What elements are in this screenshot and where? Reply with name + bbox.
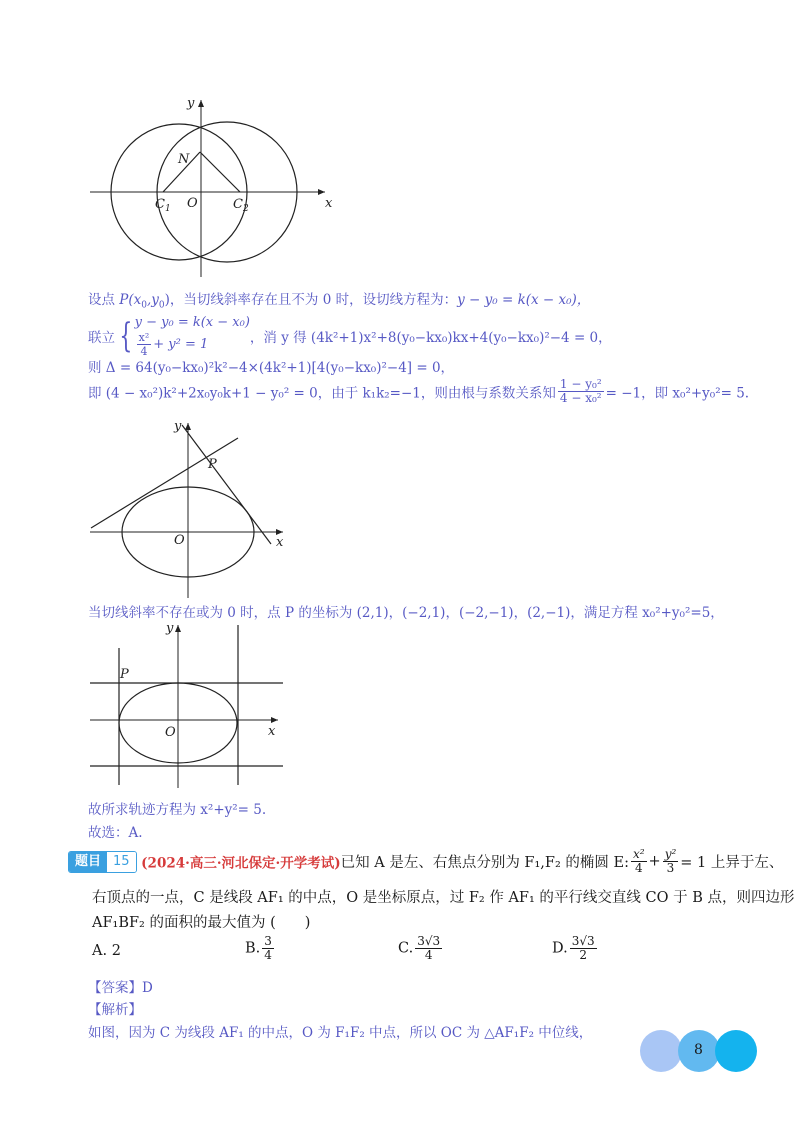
solution-line-3: 则 Δ = 64(y₀−kx₀)²k²−4×(4k²+1)[4(y₀−kx₀)²−4] = 0， xyxy=(88,360,455,376)
problem-line-1: 题目 15 (2024·高三·河北保定·开学考试)已知 A 是左、右焦点分别为 F₁,F₂ 的椭圆 E: $\frac{\text{x²}}{4}$ + $\frac{\text{y²}}{3}$ = 1 上异于左、 xyxy=(68,848,783,875)
fig2-P-label: P xyxy=(208,457,217,472)
fig2-O-label: O xyxy=(174,533,185,548)
analysis-line-1: 如图，因为 C 为线段 AF₁ 的中点，O 为 F₁F₂ 中点，所以 OC 为 △AF₁F₂ 中位线， xyxy=(88,1025,593,1041)
problem-source: (2024·高三·河北保定·开学考试) xyxy=(141,855,341,872)
problem-line-3: AF₁BF₂ 的面积的最大值为 ( ) xyxy=(92,915,311,931)
fig3-y-label: y xyxy=(166,621,174,636)
fig3-O-label: O xyxy=(165,725,176,740)
fig1-C2-label: $C_2$ xyxy=(233,197,249,214)
fig2-x-label: x xyxy=(276,535,284,550)
fig1-y-label: y xyxy=(187,96,195,111)
fig1-x-label: x xyxy=(325,196,333,211)
figure-two-circles xyxy=(85,95,345,285)
solution-line-1: 设点 $P(x_0,y_0)$，当切线斜率存在且不为 0 时，设切线方程为：y − y₀ = k(x − x₀)， xyxy=(88,292,591,311)
solution-line-2: 联立 { y − y₀ = k(x − x₀) $\frac{\text{x²}}{4}$ + y² = 1 ，消 y 得 (4k²+1)x²+8(y₀−kx₀)kx+4(y₀−kx₀)²−4 = 0， xyxy=(88,315,612,358)
option-d[interactable]: D. $\frac{3√3}{2}$ xyxy=(552,934,595,962)
figure-ellipse-tangents xyxy=(88,418,298,598)
answer-label: 【答案】D xyxy=(88,980,153,996)
solution-line-6: 故所求轨迹方程为 x²+y²= 5. xyxy=(88,802,267,818)
option-c[interactable]: C. $\frac{3√3}{4}$ xyxy=(398,934,441,962)
option-b[interactable]: B. $\frac{3}{4}$ xyxy=(245,934,272,962)
page-number: 8 xyxy=(694,1042,703,1058)
problem-line-2: 右顶点的一点，C 是线段 AF₁ 的中点，O 是坐标原点，过 F₂ 作 AF₁ 的平行线交直线 CO 于 B 点，则四边形 xyxy=(92,890,795,906)
fig1-C1-label: $C_1$ xyxy=(155,197,171,214)
fig3-x-label: x xyxy=(268,724,276,739)
solution-line-5: 当切线斜率不存在或为 0 时，点 P 的坐标为 (2,1)，(−2,1)，(−2,−1)，(2,−1)，满足方程 x₀²+y₀²=5， xyxy=(88,605,724,621)
fig2-y-label: y xyxy=(174,419,182,434)
fig1-O-label: O xyxy=(187,196,198,211)
fig3-P-label: P xyxy=(120,667,129,682)
page-bubble-1 xyxy=(640,1030,682,1072)
analysis-label: 【解析】 xyxy=(88,1002,142,1018)
problem-tag: 题目 15 xyxy=(68,851,137,873)
page-bubble-3 xyxy=(715,1030,757,1072)
fig1-N-label: N xyxy=(178,152,190,167)
solution-line-4: 即 (4 − x₀²)k²+2x₀y₀k+1 − y₀² = 0，由于 k₁k₂=−1，则由根与系数关系知 $\frac{\text{1 − y₀²}}{\text{4 − x₀²}}$ = −1，即 x₀²+y₀²= 5. xyxy=(88,377,750,405)
solution-line-7: 故选：A. xyxy=(88,825,143,841)
option-a[interactable]: A. 2 xyxy=(92,943,121,959)
figure-ellipse-box xyxy=(88,620,288,788)
